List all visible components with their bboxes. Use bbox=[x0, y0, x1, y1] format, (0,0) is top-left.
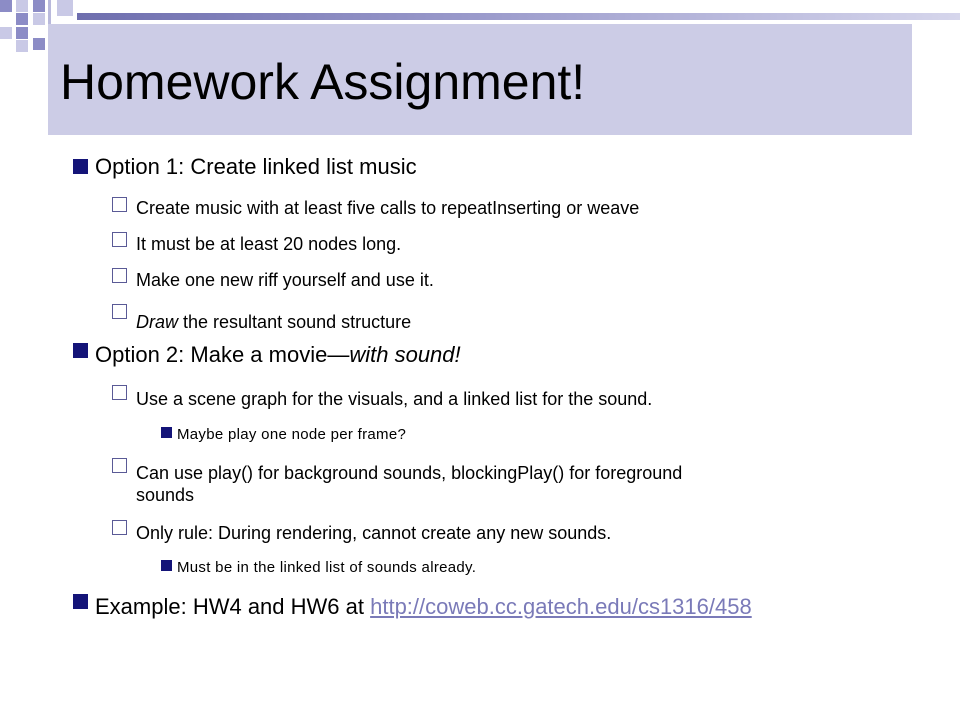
corner-square bbox=[16, 13, 28, 25]
corner-square bbox=[57, 0, 73, 16]
hollow-bullet bbox=[112, 385, 127, 400]
corner-square bbox=[16, 27, 28, 39]
option2-subitem: Must be in the linked list of sounds already. bbox=[177, 559, 477, 576]
square-bullet bbox=[73, 159, 88, 174]
option2-subitem: Maybe play one node per frame? bbox=[177, 426, 407, 443]
square-bullet-small bbox=[161, 427, 172, 438]
option2-label bbox=[95, 342, 461, 368]
hollow-bullet bbox=[112, 197, 127, 212]
coweb-link[interactable]: http://coweb.cc.gatech.edu/cs1316/458 bbox=[370, 594, 752, 619]
square-bullet bbox=[73, 594, 88, 609]
draw-emphasis: Draw bbox=[136, 312, 179, 332]
top-gradient-bar bbox=[77, 13, 960, 20]
example-label: Example: HW4 and HW6 at bbox=[95, 594, 371, 619]
corner-square bbox=[16, 0, 28, 12]
option2-item: Use a scene graph for the visuals, and a linked list for the sound. bbox=[136, 389, 653, 409]
hollow-bullet bbox=[112, 232, 127, 247]
option1-item bbox=[136, 311, 411, 333]
option1-item: Create music with at least five calls to repeatInserting or weave bbox=[136, 198, 640, 218]
corner-square bbox=[33, 38, 45, 50]
option1-item: It must be at least 20 nodes long. bbox=[136, 234, 402, 254]
option1-item: Make one new riff yourself and use it. bbox=[136, 270, 434, 290]
slide-title: Homework Assignment! bbox=[60, 54, 586, 110]
option1-label: Option 1: Create linked list music bbox=[95, 154, 417, 179]
corner-square bbox=[0, 27, 12, 39]
draw-rest: the resultant sound structure bbox=[178, 312, 412, 332]
square-bullet-small bbox=[161, 560, 172, 571]
option2-label-plain: Option 2: Make a movie— bbox=[95, 342, 350, 367]
option2-item: Only rule: During rendering, cannot create any new sounds. bbox=[136, 523, 612, 543]
option2-label-emphasis: with sound! bbox=[349, 342, 461, 367]
option2-item-continued: sounds bbox=[136, 485, 195, 505]
option2-item: Can use play() for background sounds, blockingPlay() for foreground bbox=[136, 463, 683, 483]
corner-square bbox=[16, 40, 28, 52]
hollow-bullet bbox=[112, 304, 127, 319]
hollow-bullet bbox=[112, 458, 127, 473]
corner-square bbox=[0, 0, 12, 12]
example-line bbox=[95, 594, 752, 620]
corner-square bbox=[33, 13, 45, 25]
corner-square bbox=[33, 0, 45, 12]
hollow-bullet bbox=[112, 268, 127, 283]
square-bullet bbox=[73, 343, 88, 358]
hollow-bullet bbox=[112, 520, 127, 535]
